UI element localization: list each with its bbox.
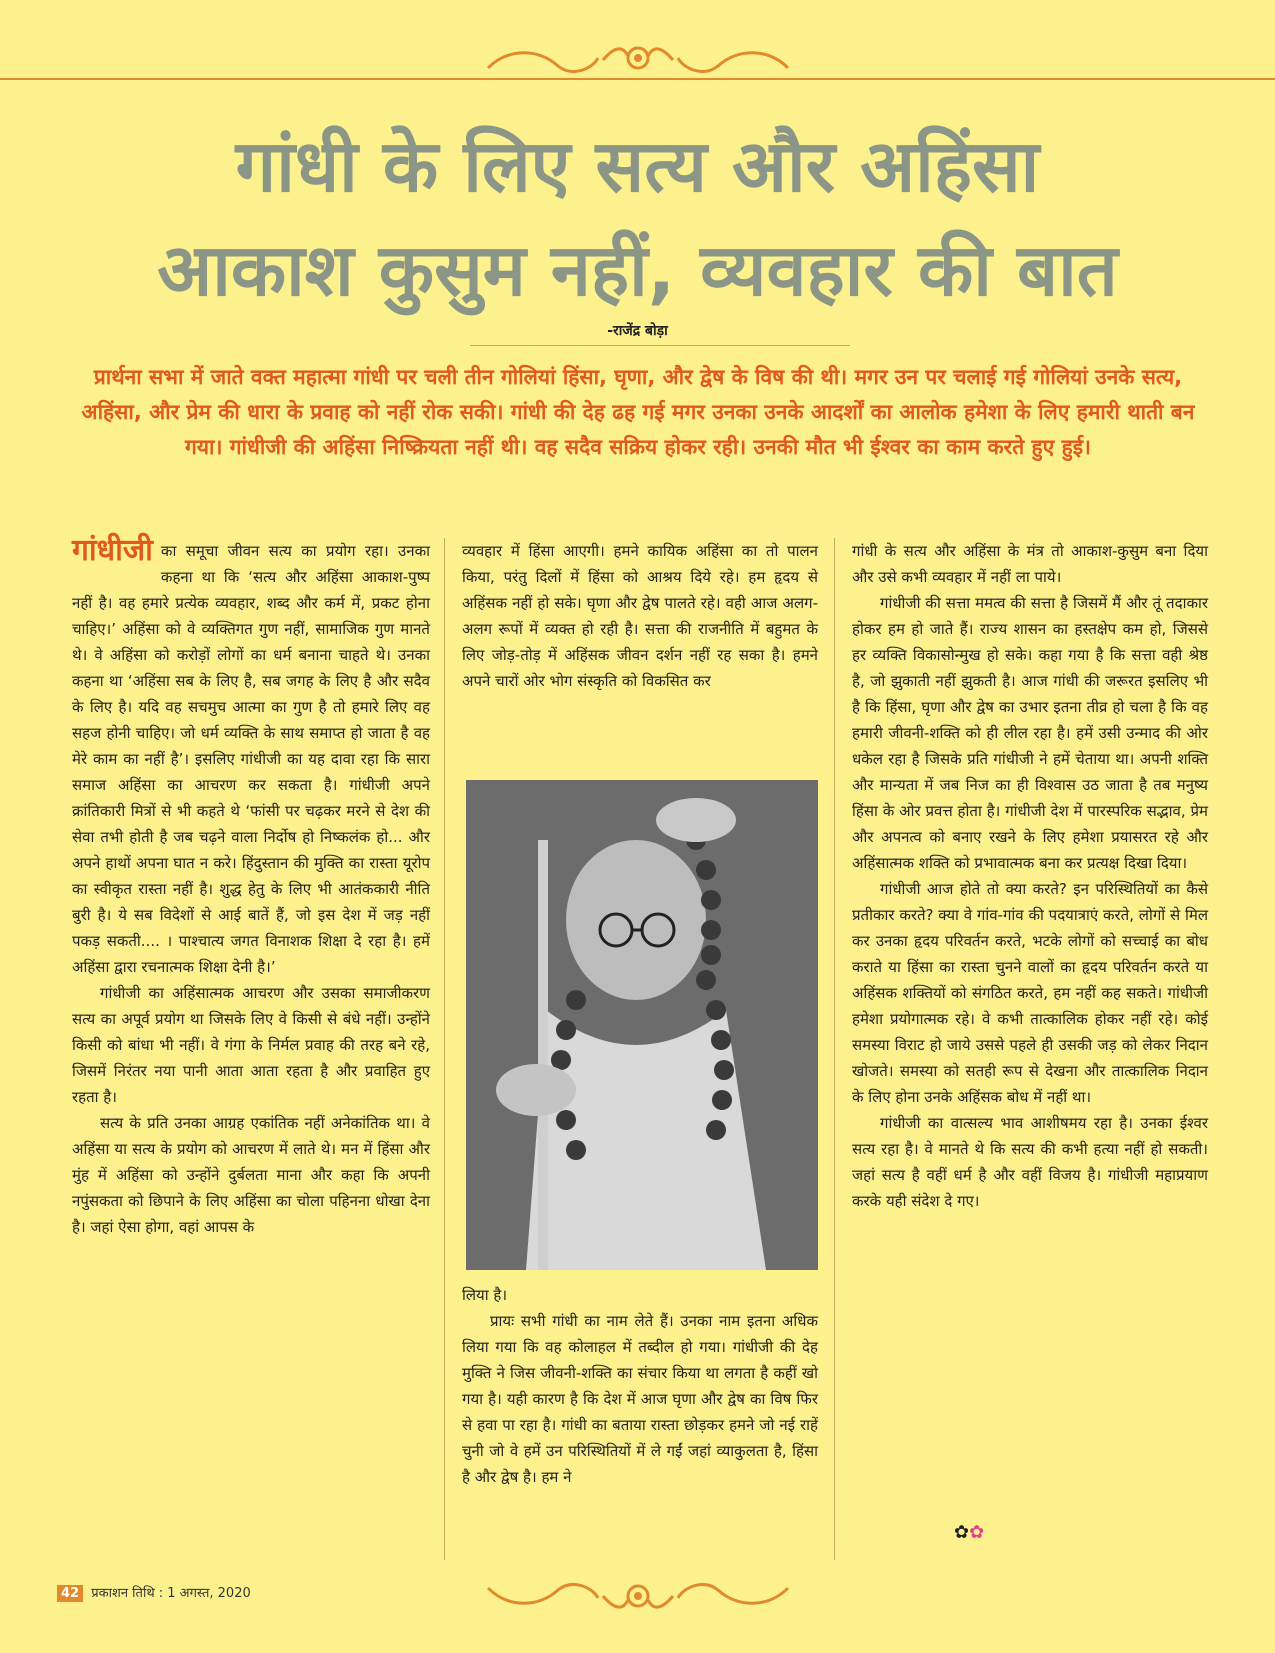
page-number: 42 bbox=[57, 1585, 83, 1602]
column-3-paragraph-4: गांधीजी का वात्सल्य भाव आशीषमय रहा है। उनका ईश्वर सत्य रहा है। वे मानते थे कि सत्य की कभी हत्या नहीं हो सकती। जहां सत्य है वहीं धर्म है और वहीं विजय है। गांधीजी महाप्रयाण करके यही संदेश दे गए। bbox=[852, 1114, 1208, 1210]
article-column-3 bbox=[852, 538, 1208, 1214]
gandhi-photo bbox=[466, 780, 818, 1270]
column-divider-1 bbox=[444, 538, 445, 1560]
column-divider-2 bbox=[834, 538, 835, 1560]
column-2-paragraph-1: व्यवहार में हिंसा आएगी। हमने कायिक अहिंसा का तो पालन किया, परंतु दिलों में हिंसा को आश्रय दिये रहे। हम हृदय से अहिंसक नहीं हो सके। घृणा और द्वेष पालते रहे। वही आज अलग-अलग रूपों में व्यक्त हो रही है। सत्ता की राजनीति में बहुमत के लिए जोड़-तोड़ में अहिंसक जीवन दर्शन नहीं रह सका है। हमने अपने चारों ओर भोग संस्कृति को विकसित कर bbox=[462, 542, 818, 690]
column-3-paragraph-2: गांधीजी की सत्ता ममत्व की सत्ता है जिसमें मैं और तूं तदाकार होकर हम हो जाते हैं। राज्य शासन का हस्तक्षेप कम हो, जिससे हर व्यक्ति विकासोन्मुख हो सके। कहा गया है कि सत्ता वही श्रेष्ठ है, जो झुकाती नहीं झुकती है। आज गांधी की जरूरत इसलिए भी है कि हिंसा, घृणा और द्वेष का उभार इतना तीव्र हो चला है कि वह हमारी जीवनी-शक्ति को ही लील रहा है। हमें उसी उन्माद की ओर धकेल रहा है जिसके प्रति गांधीजी ने हमें चेताया था। अपनी शक्ति और मान्यता में जब निज का ही विश्वास उठ जाता है तब मनुष्य हिंसा के ओर प्रवत्त होता है। गांधीजी देश में पारस्परिक सद्भाव, प्रेम और अपनत्व को बनाए रखने के लिए हमेशा प्रयासरत रहे और अहिंसात्मक शक्ति को प्रभावात्मक बना कर प्रत्यक्ष दिखा दिया। bbox=[852, 594, 1208, 872]
page-footer bbox=[57, 1583, 251, 1601]
column-2-paragraph-2: लिया है। bbox=[462, 1286, 508, 1304]
column-3-paragraph-1: गांधी के सत्य और अहिंसा के मंत्र तो आकाश-कुसुम बना दिया और उसे कभी व्यवहार में नहीं ला पाये। bbox=[852, 542, 1208, 586]
bottom-ornament-icon bbox=[478, 1572, 798, 1618]
byline: -राजेंद्र बोड़ा bbox=[607, 323, 668, 339]
publication-date: प्रकाशन तिथि : 1 अगस्त, 2020 bbox=[91, 1586, 251, 1601]
flower-icon: ✿✿ bbox=[954, 1522, 985, 1543]
gandhi-photo-illustration bbox=[466, 780, 818, 1270]
column-1-paragraph-1: का समूचा जीवन सत्य का प्रयोग रहा। उनका कहना था कि ‘सत्य और अहिंसा आकाश-पुष्प नहीं है। वह हमारे प्रत्येक व्यवहार, शब्द और कर्म में, प्रकट होना चाहिए।’ अहिंसा को वे व्यक्तिगत गुण नहीं, सामाजिक गुण मानते थे। वे अहिंसा को करोड़ों लोगों का धर्म बनाना चाहते थे। उनका कहना था ‘अहिंसा सब के लिए है, सब जगह के लिए है और सदैव के लिए है। यदि वह सचमुच आत्मा का गुण है तो हमारे लिए वह सहज होनी चाहिए। जो धर्म व्यक्ति के साथ समाप्त हो जाता है वह मेरे काम का नहीं है’। इसलिए गांधीजी का यह दावा रहा कि सारा समाज अहिंसा का आचरण कर सकता है। गांधीजी अपने क्रांतिकारी मित्रों से भी कहते थे ‘फांसी पर चढ़कर मरने से देश की सेवा तभी होती है जब चढ़ने वाला निर्दोष हो निष्कलंक हो... और अपने हाथों अपना घात न करे। हिंदुस्तान की मुक्ति का रास्ता यूरोप का स्वीकृत रास्ता नहीं है। शुद्ध हेतु के लिए भी आतंककारी नीति बुरी है। ये सब विदेशों से आई बातें हैं, जो इस देश में जड़ नहीं पकड़ सकती.... । पाश्चात्य जगत विनाशक शिक्षा दे रहा है। हमें अहिंसा द्वारा रचनात्मक शिक्षा देनी है।’ bbox=[72, 542, 430, 976]
article-column-2 bbox=[462, 538, 818, 694]
column-1-paragraph-2: गांधीजी का अहिंसात्मक आचरण और उसका समाजीकरण सत्य का अपूर्व प्रयोग था जिसके लिए वे किसी से बंधे नहीं। उन्होंने किसी को बांधा भी नहीं। वे गंगा के निर्मल प्रवाह की तरह बने रहे, जिसमें निरंतर नया पानी आता आता रहता है और प्रवाहित हुए रहता है। bbox=[72, 984, 430, 1106]
intro-paragraph: प्रार्थना सभा में जाते वक्त महात्मा गांधी पर चली तीन गोलियां हिंसा, घृणा, और द्वेष के विष की थी। मगर उन पर चलाई गई गोलियां उनके सत्य, अहिंसा, और प्रेम की धारा के प्रवाह को नहीं रोक सकी। गांधी की देह ढह गई मगर उनका उनके आदर्शों का आलोक हमेशा के लिए हमारी थाती बन गया। गांधीजी की अहिंसा निष्क्रियता नहीं थी। वह सदैव सक्रिय होकर रही। उनकी मौत भी ईश्वर का काम करते हुए हुई। bbox=[81, 365, 1195, 459]
article-column-2-continued bbox=[462, 1282, 818, 1490]
headline-line-1: गांधी के लिए सत्य और अहिंसा bbox=[235, 124, 1040, 208]
headline-line-2: आकाश कुसुम नहीं, व्यवहार की बात bbox=[157, 228, 1118, 312]
article-column-1 bbox=[72, 533, 430, 1240]
column-1-paragraph-3: सत्य के प्रति उनका आग्रह एकांतिक नहीं अनेकांतिक था। वे अहिंसा या सत्य के प्रयोग को आचरण में लाते थे। मन में हिंसा और मुंह में अहिंसा को उन्होंने दुर्बलता माना और कहा कि अपनी नपुंसकता को छिपाने के लिए अहिंसा का चोला पहिनना धोखा देना है। जहां ऐसा होगा, वहां आपस के bbox=[72, 1114, 430, 1236]
byline-rule bbox=[470, 345, 850, 346]
top-ornament-icon bbox=[478, 38, 798, 82]
column-2-paragraph-3: प्रायः सभी गांधी का नाम लेते हैं। उनका नाम इतना अधिक लिया गया कि वह कोलाहल में तब्दील हो गया। गांधीजी की देह मुक्ति ने जिस जीवनी-शक्ति का संचार किया था लगता है कहीं खो गया है। यही कारण है कि देश में आज घृणा और द्वेष का विष फिर से हवा पा रहा है। गांधी का बताया रास्ता छोड़कर हमने जो नई राहें चुनी जो वे हमें उन परिस्थितियों में ले गईं जहां व्याकुलता है, हिंसा है और द्वेष है। हम ने bbox=[462, 1312, 818, 1486]
column-3-paragraph-3: गांधीजी आज होते तो क्या करते? इन परिस्थितियों का कैसे प्रतीकार करते? क्या वे गांव-गांव की पदयात्राएं करते, लोगों से मिल कर उनका हृदय परिवर्तन करते, भटके लोगों को सच्चाई का बोध कराते या हिंसा का रास्ता चुनने वालों का हृदय परिवर्तन करते या अहिंसक शक्तियों को संगठित करते, हम नहीं कह सकते। गांधीजी हमेशा प्रयोगात्मक रहे। वे कभी तात्कालिक होकर नहीं रहे। कोई समस्या विराट हो जाये उससे पहले ही उसकी जड़ को लेकर निदान खोजते। समस्या को सतही रूप से देखना और तात्कालिक निदान के लिए होना उनके अहिंसक बोध में नहीं था। bbox=[852, 880, 1208, 1106]
dropcap-word: गांधीजी bbox=[72, 533, 153, 568]
